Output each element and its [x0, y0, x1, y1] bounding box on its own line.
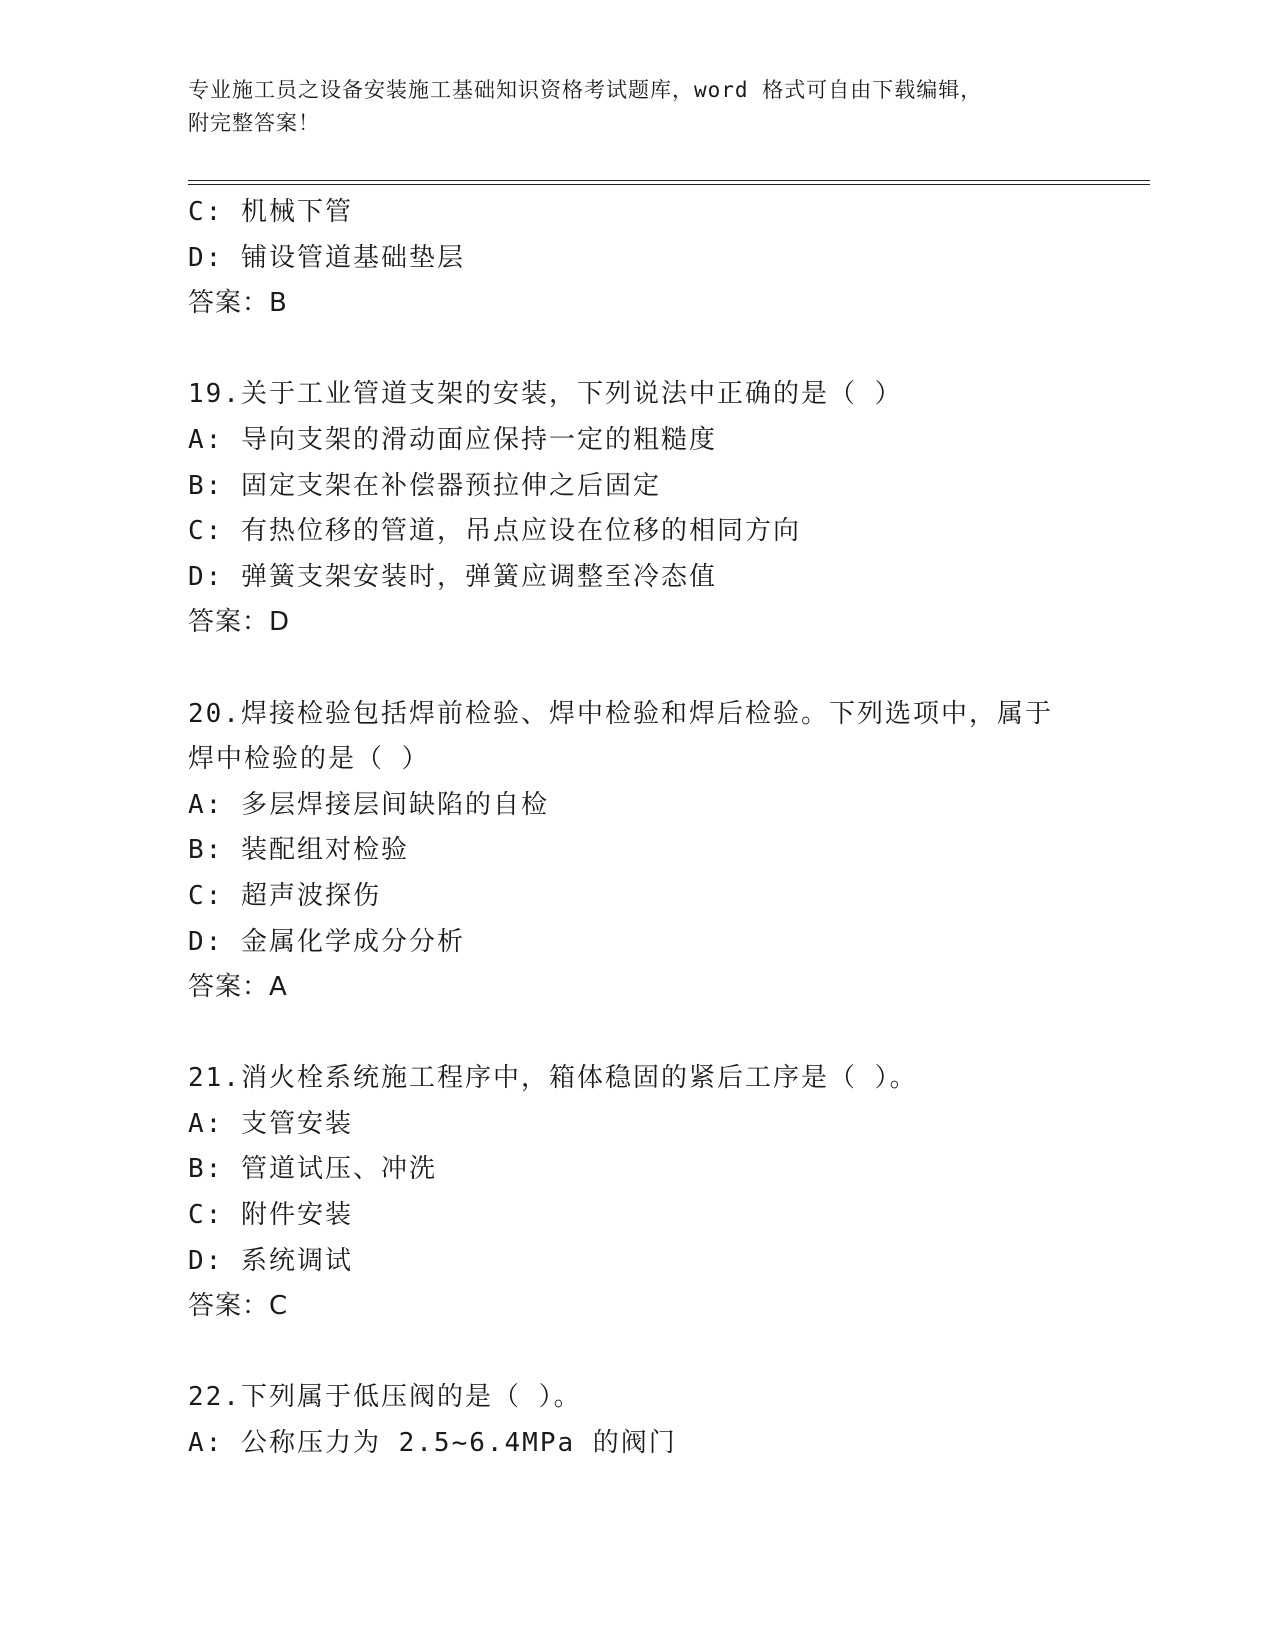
option-c: C: 超声波探伤 [188, 880, 381, 911]
option-b: B: 装配组对检验 [188, 835, 409, 866]
option-d: D: 系统调试 [188, 1245, 353, 1276]
answer-line: 答案：B [188, 288, 288, 319]
option-c: C: 附件安装 [188, 1200, 353, 1231]
option-b: B: 管道试压、冲洗 [188, 1154, 437, 1185]
question-list [188, 190, 1108, 1467]
question-stem: 22.下列属于低压阀的是（ ）。 [188, 1382, 582, 1413]
question-19 [188, 372, 1108, 646]
answer-line: 答案：C [188, 1291, 289, 1322]
question-20 [188, 692, 1108, 1011]
option-a: A: 多层焊接层间缺陷的自检 [188, 789, 549, 820]
spacer [188, 646, 1108, 692]
option-b: B: 固定支架在补偿器预拉伸之后固定 [188, 470, 661, 501]
option-a: A: 支管安装 [188, 1108, 353, 1139]
prev-question [188, 190, 1108, 327]
question-21 [188, 1056, 1108, 1330]
question-stem: 21.消火栓系统施工程序中，箱体稳固的紧后工序是（ ）。 [188, 1063, 918, 1094]
spacer [188, 1330, 1108, 1376]
option-d: D: 金属化学成分分析 [188, 926, 465, 957]
header-divider-top [188, 180, 1150, 181]
question-stem: 19.关于工业管道支架的安装，下列说法中正确的是（ ） [188, 379, 903, 410]
answer-line: 答案：D [188, 607, 291, 638]
option-a: A: 导向支架的滑动面应保持一定的粗糙度 [188, 424, 717, 455]
option-d: D: 铺设管道基础垫层 [188, 242, 465, 273]
spacer [188, 1011, 1108, 1057]
option-d: D: 弹簧支架安装时，弹簧应调整至冷态值 [188, 561, 717, 592]
question-stem-line-2: 焊中检验的是（ ） [188, 744, 430, 775]
question-stem-line-1: 20.焊接检验包括焊前检验、焊中检验和焊后检验。下列选项中，属于 [188, 698, 1053, 729]
option-a: A: 公称压力为 2.5~6.4MPa 的阀门 [188, 1428, 677, 1459]
header-line-2: 附完整答案！ [188, 111, 320, 135]
document-header [188, 74, 1088, 140]
header-divider-bottom [188, 184, 1150, 185]
spacer [188, 327, 1108, 373]
question-22 [188, 1375, 1108, 1466]
header-line-1: 专业施工员之设备安装施工基础知识资格考试题库，word 格式可自由下载编辑， [188, 78, 983, 102]
answer-line: 答案：A [188, 972, 288, 1003]
option-c: C: 机械下管 [188, 197, 353, 227]
option-c: C: 有热位移的管道，吊点应设在位移的相同方向 [188, 516, 801, 547]
